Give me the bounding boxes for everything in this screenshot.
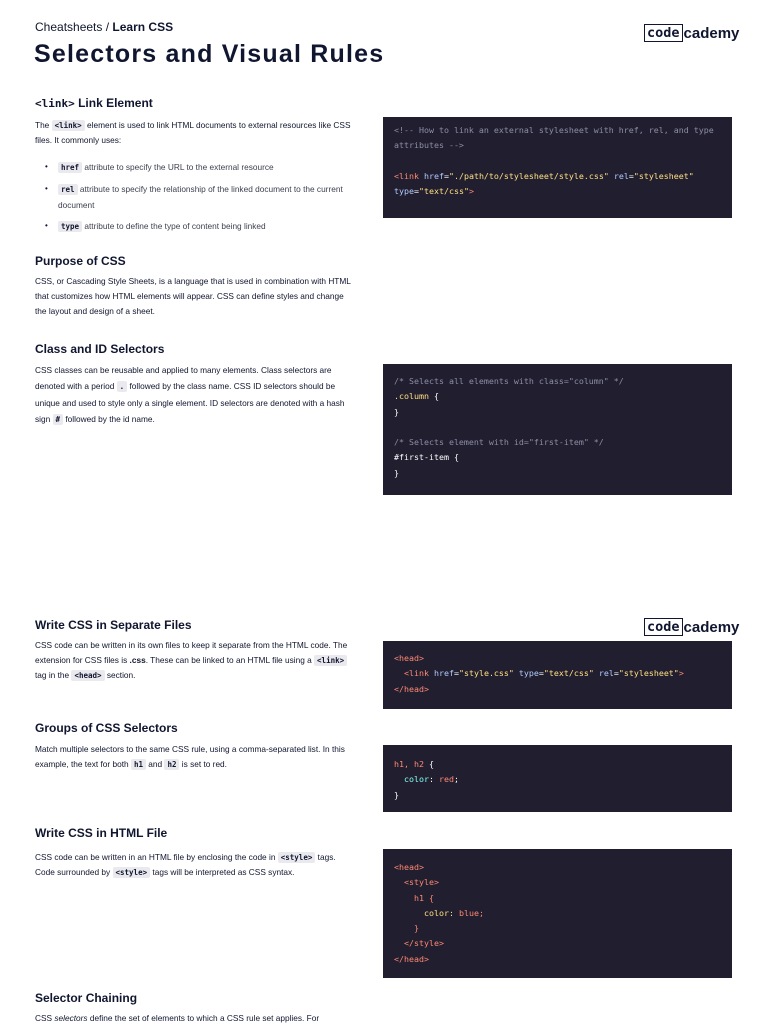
code-tag: </head> — [394, 953, 429, 964]
inline-code: rel — [58, 184, 78, 195]
code-selector: #first-item — [394, 452, 449, 463]
bullet-icon: • — [45, 162, 48, 171]
breadcrumb-current[interactable]: Learn CSS — [112, 20, 174, 34]
code-string: "./path/to/stylesheet/style.css" — [448, 170, 609, 181]
text: CSS code can be written in its own files to keep it separate from the HTML code. The extension for CSS files is — [35, 640, 348, 665]
inline-code: <style> — [113, 867, 151, 878]
text: section. — [106, 670, 136, 680]
breadcrumb — [35, 20, 173, 34]
code-brace: { — [428, 391, 439, 402]
separate-paragraph — [35, 638, 355, 683]
inline-code: . — [117, 381, 128, 392]
section-title-chaining: Selector Chaining — [35, 991, 138, 1005]
text: tags will be interpreted as CSS syntax. — [152, 867, 295, 877]
code-brace: } — [413, 923, 419, 934]
code-brace: { — [423, 892, 434, 903]
purpose-paragraph: CSS, or Cascading Style Sheets, is a language that is used in combination with HTML that customizes how HTML elements will appear. CSS can define styles and change the layout and design of a sheet. — [35, 276, 351, 316]
link-paragraph — [35, 118, 355, 148]
inline-code: href — [58, 162, 82, 173]
code-attr: type — [394, 186, 414, 197]
logo-boxed-text: code — [644, 24, 683, 42]
code-attr: type — [518, 668, 539, 679]
code-brace: { — [423, 759, 434, 769]
code-string: "text/css" — [543, 668, 594, 679]
code-property: color — [423, 907, 449, 918]
code-attr: href — [423, 170, 444, 181]
list-item — [45, 160, 345, 176]
code-block-link: <!-- How to link an external stylesheet with href, rel, and type attributes --> <link href="./path/to/stylesheet/style.css" rel="stylesheet" type="text/css"> — [383, 117, 732, 218]
logo-boxed-text: code — [644, 618, 683, 636]
text: element is used to link HTML documents to external resources like CSS files. It commonly uses: — [35, 120, 351, 145]
code-comment: attributes --> — [394, 140, 464, 151]
code-selector: .column — [394, 391, 429, 402]
section-title-inhtml: Write CSS in HTML File — [35, 826, 168, 840]
code-block-classid — [383, 364, 732, 495]
breadcrumb-prefix[interactable]: Cheatsheets / — [35, 20, 110, 34]
code-property: color — [404, 774, 429, 785]
text: CSS — [35, 1013, 53, 1023]
codecademy-logo-2[interactable] — [644, 618, 739, 636]
section-title-classid: Class and ID Selectors — [35, 342, 165, 356]
code-tag: <head> — [394, 653, 424, 663]
text: tag in the — [35, 670, 70, 680]
code-block-groups: h1, h2 { color: red; } — [383, 745, 732, 812]
inline-code: type — [58, 221, 82, 232]
code-tag: </head> — [394, 683, 429, 694]
text: followed by the id name. — [65, 414, 155, 424]
code-tag: <link — [404, 668, 429, 679]
text: define the set of elements to which a CSS rule set applies. For — [89, 1013, 320, 1023]
code-attr: rel — [613, 170, 629, 181]
section-title-code: <link> — [35, 97, 75, 110]
code-value: red — [438, 774, 454, 785]
text: attribute to define the type of content being linked — [84, 221, 266, 231]
inline-code: <link> — [52, 120, 85, 131]
logo-rest-text: cademy — [683, 618, 740, 636]
inhtml-paragraph — [35, 850, 340, 880]
text: followed by the class name. CSS ID selectors should be unique and used to style only a single element. ID selectors are denoted with a hash sign — [35, 381, 345, 424]
chaining-paragraph — [35, 1011, 365, 1024]
inline-code: <style> — [278, 852, 316, 863]
text: attribute to specify the URL to the external resource — [84, 162, 274, 172]
page-title: Selectors and Visual Rules — [34, 40, 385, 68]
code-comment: <!-- How to link an external stylesheet with href, rel, and type — [394, 125, 714, 135]
code-tag: <link — [394, 170, 419, 181]
section-title-link — [35, 96, 153, 110]
code-string: "style.css" — [458, 668, 514, 679]
section-title-groups: Groups of CSS Selectors — [35, 721, 178, 735]
code-value: blue — [458, 907, 479, 918]
classid-paragraph — [35, 362, 355, 428]
groups-paragraph — [35, 742, 347, 772]
text: tags. Code surrounded by — [35, 852, 336, 877]
file-extension: .css — [129, 655, 146, 665]
code-string: "text/css" — [418, 186, 469, 197]
text: attribute to specify the relationship of the linked document to the current document — [58, 184, 343, 210]
code-block-inhtml: <head> <style> h1 { color: blue; } </style> </head> — [383, 849, 732, 978]
text: Match multiple selectors to the same CSS rule, using a comma-separated list. In this example, the text for both — [35, 744, 345, 769]
code-string: "stylesheet" — [618, 668, 679, 679]
section-title-separate: Write CSS in Separate Files — [35, 618, 192, 632]
text: CSS classes can be reusable and applied to many elements. Class selectors are denoted with a period — [35, 365, 332, 391]
code-tag: > — [678, 668, 684, 679]
code-tag: </style> — [404, 938, 444, 949]
inline-code: <link> — [314, 655, 347, 666]
bullet-icon: • — [45, 221, 48, 230]
list-item — [45, 219, 345, 235]
inline-code: # — [53, 414, 64, 425]
emphasis-text: selectors — [54, 1013, 88, 1023]
code-brace: } — [394, 467, 399, 478]
code-selector: h1, h2 — [394, 759, 424, 769]
code-attr: rel — [598, 668, 614, 679]
code-block-separate: <head> <link href="style.css" type="text/css" rel="stylesheet"> </head> — [383, 641, 732, 709]
text: The — [35, 120, 50, 130]
code-brace: } — [394, 789, 399, 800]
inline-code: h2 — [164, 759, 179, 770]
text: CSS code can be written in an HTML file by enclosing the code in — [35, 852, 276, 862]
inline-code: <head> — [71, 670, 104, 681]
list-item — [45, 182, 345, 212]
code-tag: <style> — [404, 877, 439, 888]
section-title-purpose: Purpose of CSS — [35, 254, 126, 268]
code-string: "stylesheet" — [633, 170, 694, 181]
text: . These can be linked to an HTML file using a — [145, 655, 312, 665]
codecademy-logo[interactable] — [644, 24, 739, 42]
code-tag: > — [468, 186, 474, 197]
code-brace: { — [448, 452, 459, 463]
text: is set to red. — [181, 759, 227, 769]
section-title-text: Link Element — [78, 96, 153, 110]
inline-code: h1 — [131, 759, 146, 770]
code-attr: href — [433, 668, 454, 679]
code-comment: /* Selects element with id="first-item" */ — [394, 437, 604, 448]
code-selector: h1 — [413, 892, 424, 903]
logo-rest-text: cademy — [683, 24, 740, 42]
code-tag: <head> — [394, 862, 424, 872]
code-brace: } — [394, 406, 399, 417]
text: and — [148, 759, 163, 769]
bullet-icon: • — [45, 184, 48, 193]
code-comment: /* Selects all elements with class="column" */ — [394, 376, 624, 386]
